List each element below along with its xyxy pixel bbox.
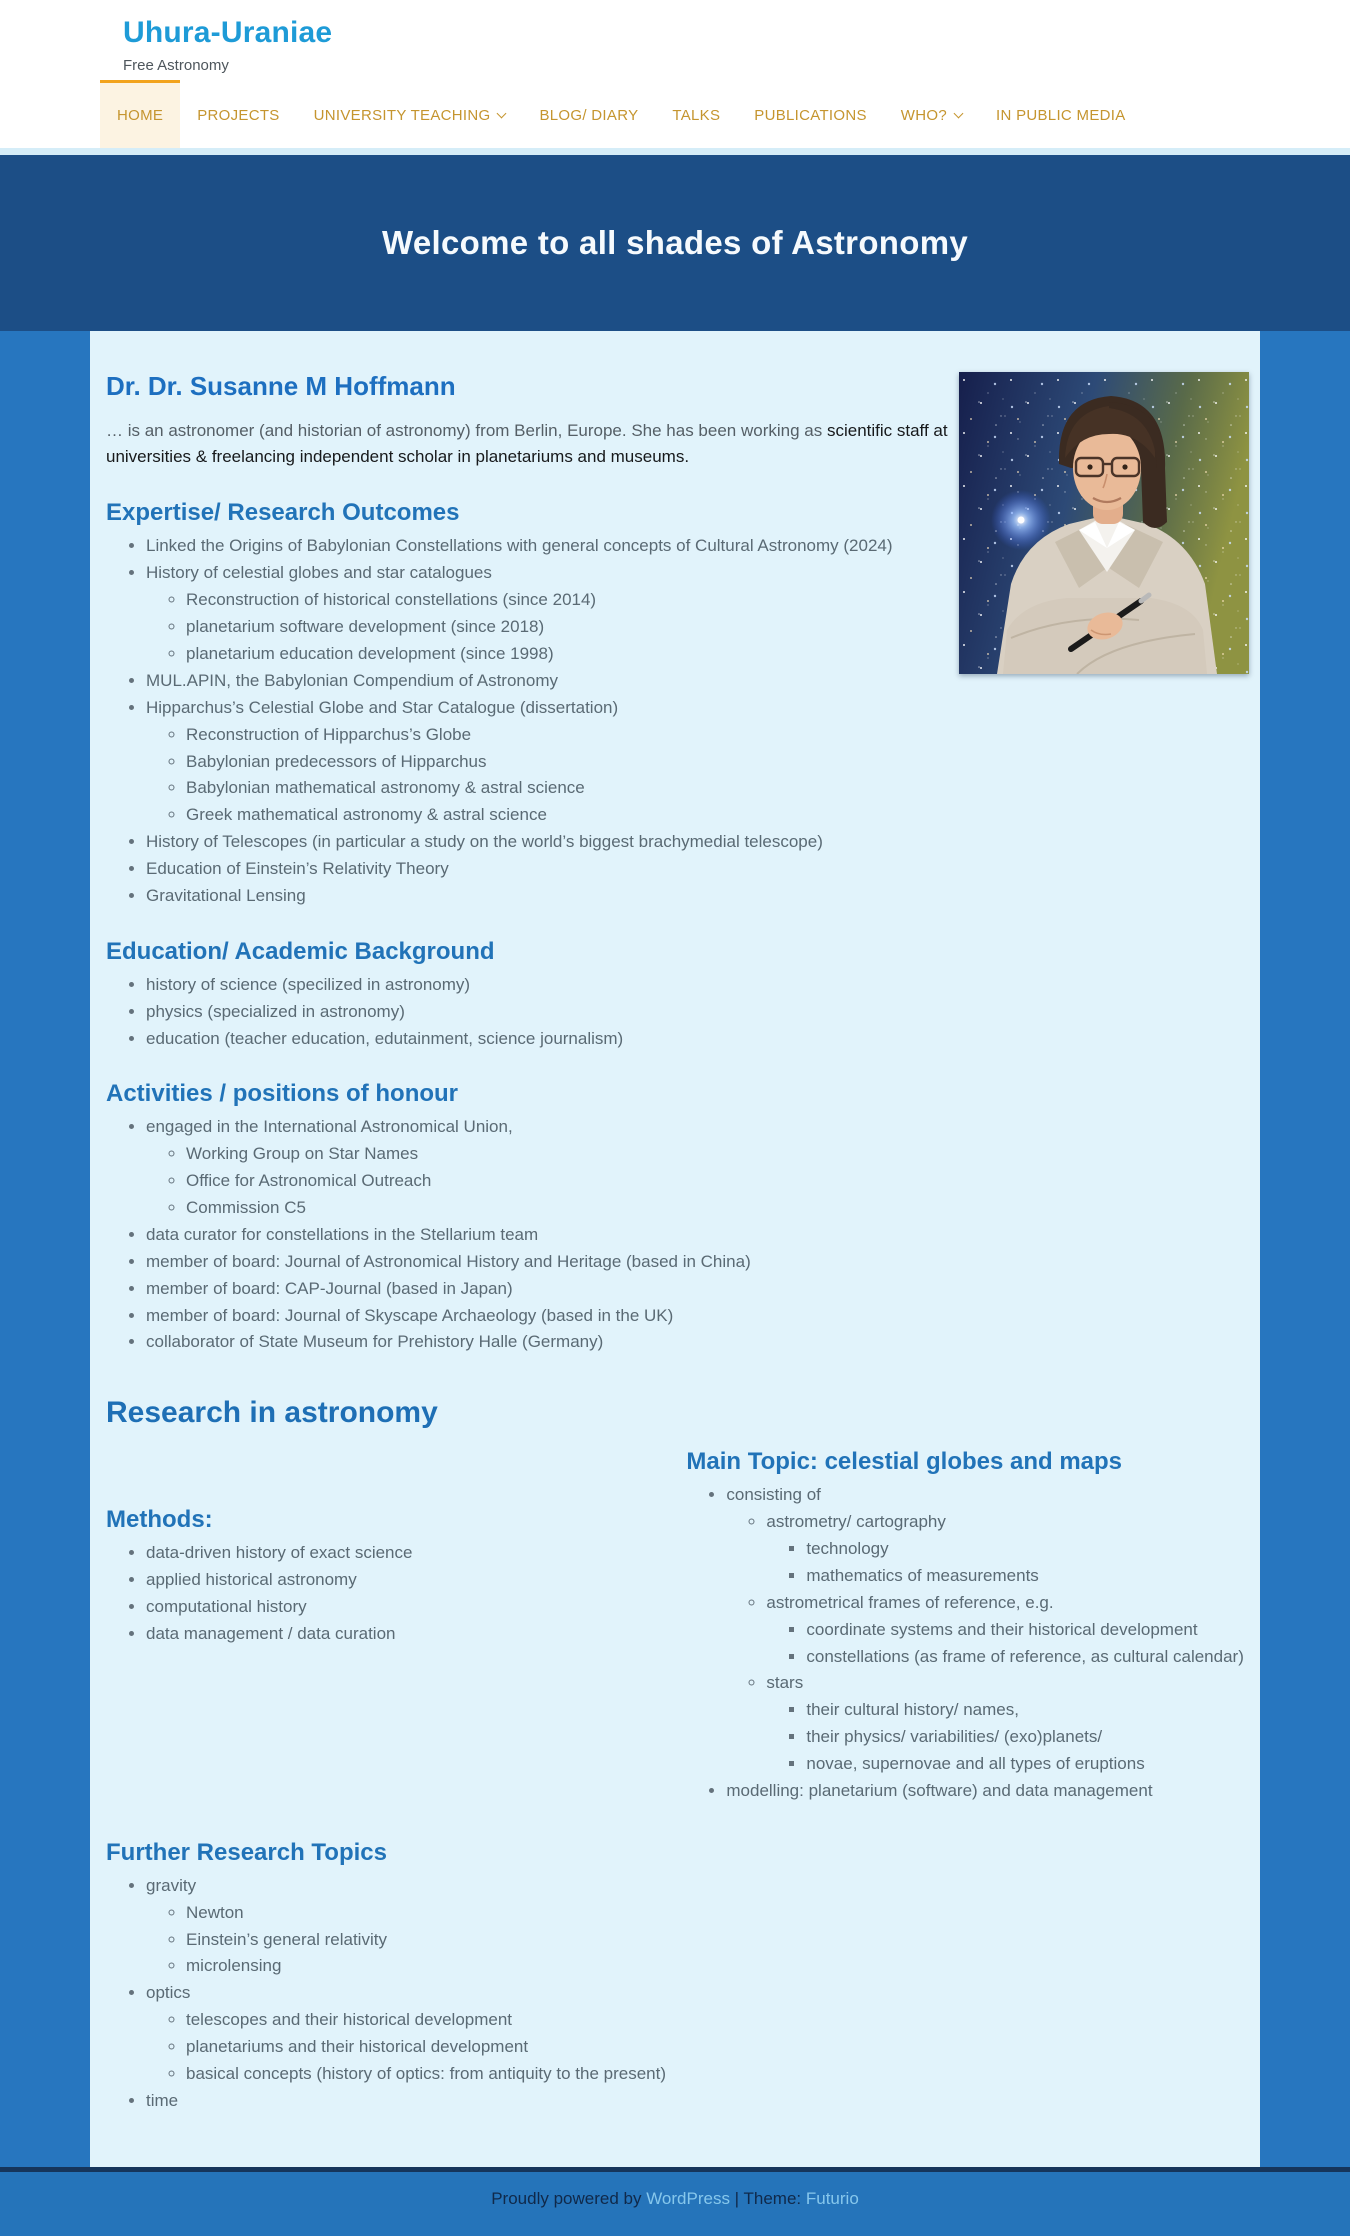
bullet-list	[766, 1538, 1244, 1587]
nav-item-talks[interactable]: TALKS	[672, 107, 721, 124]
main-topic-list-container	[686, 1484, 1244, 1803]
footer-theme-text: | Theme:	[729, 2188, 806, 2208]
list-item: • member of board: Journal of Astronomical History and Heritage (based in China)	[146, 1251, 1244, 1273]
methods-list-container	[106, 1542, 686, 1645]
bullet-list	[106, 1542, 686, 1645]
bullet-list	[146, 1902, 1244, 1978]
nav-item-who[interactable]	[884, 80, 979, 148]
list-item: ◦ Newton	[186, 1902, 1244, 1924]
bullet-list	[106, 974, 1244, 1050]
list-item: ◦ Reconstruction of historical constellations (since 2014)	[186, 589, 1244, 611]
list-item: • computational history	[146, 1596, 686, 1618]
list-item: ◦ Office for Astronomical Outreach	[186, 1170, 1244, 1192]
nav-item-blog-diary[interactable]: BLOG/ DIARY	[539, 107, 639, 124]
list-item: ▪ their physics/ variabilities/ (exo)planets/	[806, 1726, 1244, 1748]
chevron-down-icon	[497, 109, 507, 119]
hero-title: Welcome to all shades of Astronomy	[382, 224, 968, 261]
list-item: ▪ coordinate systems and their historical development	[806, 1619, 1244, 1641]
list-item: • applied historical astronomy	[146, 1569, 686, 1591]
bullet-list	[106, 1116, 1244, 1354]
bullet-list	[766, 1699, 1244, 1775]
list-item: • member of board: CAP-Journal (based in Japan)	[146, 1278, 1244, 1300]
list-item: ◦ Reconstruction of Hipparchus’s Globe	[186, 724, 1244, 746]
main-topic-heading: Main Topic: celestial globes and maps	[686, 1447, 1123, 1475]
list-item: ▪ technology	[806, 1538, 1244, 1560]
footer-powered-text: Proudly powered by	[491, 2188, 647, 2208]
wordpress-link[interactable]: WordPress	[646, 2188, 730, 2208]
list-item: ◦ Working Group on Star Names	[186, 1143, 1244, 1165]
list-item: • collaborator of State Museum for Prehistory Halle (Germany)	[146, 1331, 1244, 1353]
further-topics-list-container	[106, 1875, 1244, 2113]
list-item: • data management / data curation	[146, 1623, 686, 1645]
page-body	[0, 331, 1350, 2167]
list-item: ▪ mathematics of measurements	[806, 1565, 1244, 1587]
intro-emphasis-text: scientific staff at universities & freelancing independent scholar in planetariums and museums.	[106, 421, 948, 466]
site-footer	[0, 2172, 1350, 2236]
site-title-link[interactable]: Uhura-Uraniae	[123, 16, 333, 49]
expertise-heading: Expertise/ Research Outcomes	[106, 499, 460, 526]
list-item: ◦ astrometrical frames of reference, e.g. ▪ coordinate systems and their historical development ▪ constellations (as frame of reference, as cultural calendar)	[766, 1592, 1244, 1668]
list-item: • physics (specialized in astronomy)	[146, 1001, 1244, 1023]
main-nav	[100, 80, 1350, 148]
list-item: • time	[146, 2090, 1244, 2112]
site-tagline: Free Astronomy	[123, 57, 229, 74]
list-item: ◦ Babylonian predecessors of Hipparchus	[186, 751, 1244, 773]
nav-item-in-public-media[interactable]: IN PUBLIC MEDIA	[996, 107, 1126, 124]
list-item: • education (teacher education, edutainment, science journalism)	[146, 1028, 1244, 1050]
list-item: ◦ Einstein’s general relativity	[186, 1929, 1244, 1951]
site-branding	[0, 0, 1350, 74]
list-item: • Hipparchus’s Celestial Globe and Star Catalogue (dissertation) ◦ Reconstruction of Hipparchus’s Globe ◦ Babylonian predecessors of Hipparchus ◦ Babylonian mathematical astronomy & astral science ◦ Greek mathematical astronomy & astral science	[146, 697, 1244, 827]
bullet-list	[146, 724, 1244, 827]
list-item: • MUL.APIN, the Babylonian Compendium of Astronomy	[146, 670, 1244, 692]
list-item: ▪ constellations (as frame of reference, as cultural calendar)	[806, 1646, 1244, 1668]
list-item: ◦ planetarium software development (since 2018)	[186, 616, 1244, 638]
list-item: ◦ astrometry/ cartography ▪ technology ▪ mathematics of measurements	[766, 1511, 1244, 1587]
profile-intro	[106, 418, 978, 469]
methods-heading: Methods:	[106, 1505, 213, 1533]
list-item: • member of board: Journal of Skyscape Archaeology (based in the UK)	[146, 1305, 1244, 1327]
activities-list-container	[106, 1116, 1244, 1354]
list-item: • consisting of ◦ astrometry/ cartography ▪ technology ▪ mathematics of measurements ◦ astrometrical frames of reference, e.g. ▪ coordinate systems and their historical development ▪ constellations (as frame of reference, as cultural calendar) ◦ stars ▪ their cultural history/ names, ▪ their physics/ variabilities/ (exo)planets/ ▪ novae, supernovae and all types of eruptions	[726, 1484, 1244, 1776]
profile-photo	[959, 372, 1249, 674]
nav-item-projects[interactable]: PROJECTS	[197, 107, 280, 124]
hero-banner	[0, 155, 1350, 331]
list-item: • engaged in the International Astronomical Union, ◦ Working Group on Star Names ◦ Office for Astronomical Outreach ◦ Commission C5	[146, 1116, 1244, 1219]
methods-column	[106, 1436, 686, 1651]
bullet-list	[726, 1511, 1244, 1776]
profile-name-heading: Dr. Dr. Susanne M Hoffmann	[106, 371, 456, 401]
bullet-list	[106, 1875, 1244, 2113]
list-item: • Education of Einstein’s Relativity Theory	[146, 858, 1244, 880]
content-card	[90, 331, 1260, 2167]
futurio-theme-link[interactable]: Futurio	[805, 2188, 859, 2208]
bullet-list	[686, 1484, 1244, 1803]
bullet-list	[766, 1619, 1244, 1668]
nav-item-publications[interactable]: PUBLICATIONS	[754, 107, 867, 124]
chevron-down-icon	[954, 109, 964, 119]
list-item: • History of Telescopes (in particular a study on the world’s biggest brachymedial telescope)	[146, 831, 1244, 853]
list-item: ▪ novae, supernovae and all types of eruptions	[806, 1753, 1244, 1775]
list-item: • modelling: planetarium (software) and data management	[726, 1780, 1244, 1802]
nav-item-label: WHO?	[900, 107, 947, 124]
list-item: • data-driven history of exact science	[146, 1542, 686, 1564]
list-item: ◦ Greek mathematical astronomy & astral science	[186, 804, 1244, 826]
list-item: ▪ their cultural history/ names,	[806, 1699, 1244, 1721]
education-list-container	[106, 974, 1244, 1050]
list-item: ◦ Babylonian mathematical astronomy & astral science	[186, 777, 1244, 799]
site-header	[0, 0, 1350, 148]
activities-heading: Activities / positions of honour	[106, 1079, 459, 1107]
list-item: ◦ basical concepts (history of optics: from antiquity to the present)	[186, 2063, 1244, 2085]
research-heading: Research in astronomy	[106, 1395, 438, 1429]
intro-plain-text: … is an astronomer (and historian of astronomy) from Berlin, Europe. She has been working as	[106, 421, 827, 440]
list-item: • Gravitational Lensing	[146, 885, 1244, 907]
list-item: • optics ◦ telescopes and their historical development ◦ planetariums and their historical development ◦ basical concepts (history of optics: from antiquity to the present)	[146, 1982, 1244, 2085]
further-topics-heading: Further Research Topics	[106, 1838, 387, 1866]
list-item: ◦ Commission C5	[186, 1197, 1244, 1219]
list-item: • Linked the Origins of Babylonian Constellations with general concepts of Cultural Astronomy (2024)	[146, 535, 1244, 557]
list-item: ◦ stars ▪ their cultural history/ names, ▪ their physics/ variabilities/ (exo)planets/ ▪ novae, supernovae and all types of eruptions	[766, 1672, 1244, 1775]
list-item: • History of celestial globes and star catalogues ◦ Reconstruction of historical constellations (since 2014) ◦ planetarium software development (since 2018) ◦ planetarium education development (since 1998)	[146, 562, 1244, 665]
list-item: ◦ planetariums and their historical development	[186, 2036, 1244, 2058]
list-item: • gravity ◦ Newton ◦ Einstein’s general relativity ◦ microlensing	[146, 1875, 1244, 1978]
bullet-list	[146, 1143, 1244, 1219]
list-item: • history of science (specilized in astronomy)	[146, 974, 1244, 996]
nav-item-home[interactable]: HOME	[100, 80, 180, 148]
bullet-list	[146, 2009, 1244, 2085]
list-item: • data curator for constellations in the Stellarium team	[146, 1224, 1244, 1246]
list-item: ◦ microlensing	[186, 1955, 1244, 1977]
education-heading: Education/ Academic Background	[106, 937, 495, 965]
nav-item-university-teaching[interactable]	[297, 80, 523, 148]
main-topic-column	[686, 1436, 1244, 1809]
list-item: ◦ telescopes and their historical development	[186, 2009, 1244, 2031]
list-item: ◦ planetarium education development (since 1998)	[186, 643, 1244, 665]
research-columns	[106, 1436, 1244, 1809]
nav-item-label: UNIVERSITY TEACHING	[313, 107, 491, 124]
header-divider-strip	[0, 148, 1350, 155]
